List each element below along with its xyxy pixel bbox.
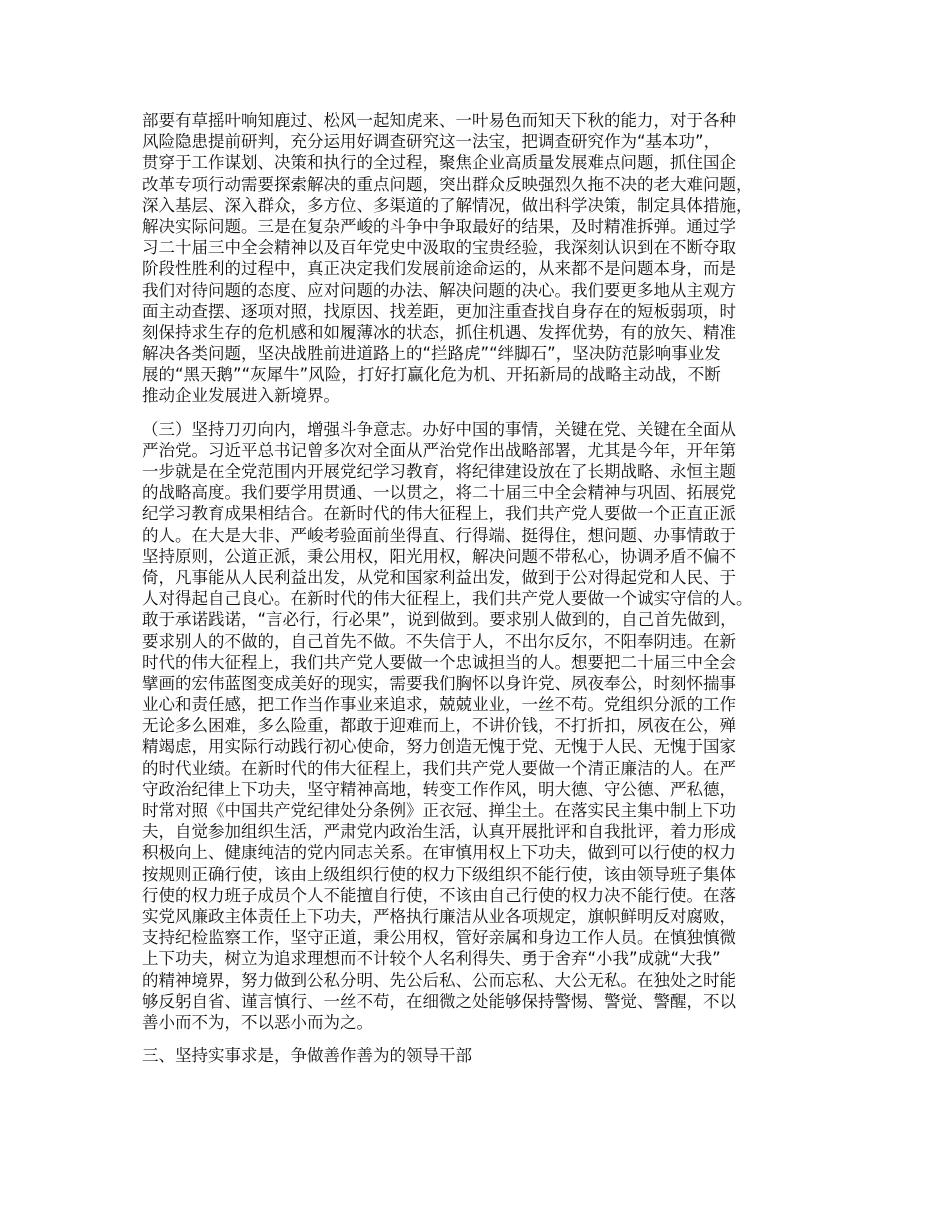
text-line: 风险隐患提前研判，充分运用好调查研究这一法宝，把调查研究作为“基本功”，: [142, 132, 721, 152]
paragraph-spacer: [142, 407, 832, 419]
section-heading: 三、坚持实事求是，争做善作善为的领导干部: [142, 1046, 472, 1066]
text-line: 的战略高度。我们要学用贯通、一以贯之，将二十届三中全会精神与巩固、拓展党: [142, 483, 736, 503]
text-line: 守政治纪律上下功夫，坚守精神高地，转变工作作风，明大德、守公德、严私德，: [142, 779, 736, 799]
text-line: 行使的权力班子成员个人不能擅自行使，不该由自己行使的权力决不能行使。在落: [142, 885, 736, 905]
document-page: [142, 110, 832, 1066]
text-line: 敢于承诺践诺，“言必行，行必果”，说到做到。要求别人做到的，自己首先做到，: [142, 610, 737, 630]
text-line: 按规则正确行使，该由上级组织行使的权力下级组织不能行使，该由领导班子集体: [142, 864, 736, 884]
text-line: 我们对待问题的态度、应对问题的办法、解决问题的决心。我们要更多地从主观方: [142, 280, 736, 300]
text-line: 深入基层、深入群众，多方位、多渠道的了解情况，做出科学决策，制定具体措施，: [142, 195, 753, 215]
text-line: 刻保持求生存的危机感和如履薄冰的状态，抓住机遇、发挥优势，有的放矢、精准: [142, 322, 736, 342]
text-line: 展的“黑天鹅”“灰犀牛”风险，打好打赢化危为机、开拓新局的战略主动战，不断: [142, 365, 721, 385]
text-line: 习二十届三中全会精神以及百年党史中汲取的宝贵经验，我深刻认识到在不断夺取: [142, 238, 736, 258]
text-line: 的人。在大是大非、严峻考验面前坐得直、行得端、挺得住，想问题、办事情敢于: [142, 525, 736, 545]
text-line: 的精神境界，努力做到公私分明、先公后私、公而忘私、大公无私。在独处之时能: [142, 970, 736, 990]
text-line: 夫，自觉参加组织生活，严肃党内政治生活，认真开展批评和自我批评，着力形成: [142, 822, 736, 842]
text-line: 无论多么困难，多么险重，都敢于迎难而上，不讲价钱，不打折扣，夙夜在公，殚: [142, 716, 736, 736]
text-line: 严治党。习近平总书记曾多次对全面从严治党作出战略部署，尤其是今年，开年第: [142, 440, 736, 460]
text-line: 贯穿于工作谋划、决策和执行的全过程，聚焦企业高质量发展难点问题，抓住国企: [142, 153, 736, 173]
text-line: 精竭虑，用实际行动践行初心使命，努力创造无愧于党、无愧于人民、无愧于国家: [142, 737, 736, 757]
text-line: 阶段性胜利的过程中，真正决定我们发展前途命运的，从来都不是问题本身，而是: [142, 259, 736, 279]
text-line: 部要有草摇叶响知鹿过、松风一起知虎来、一叶易色而知天下秋的能力，对于各种: [142, 111, 736, 130]
paragraph-2: [142, 419, 832, 1033]
text-line: 时代的伟大征程上，我们共产党人要做一个忠诚担当的人。想要把二十届三中全会: [142, 652, 736, 672]
text-line: 上下功夫，树立为追求理想而不计较个人名利得失、勇于舍弃“小我”成就“大我”: [142, 949, 721, 969]
text-line: 倚，凡事能从人民利益出发，从党和国家利益出发，做到于公对得起党和人民、于: [142, 567, 736, 587]
text-line: 解决实际问题。三是在复杂严峻的斗争中争取最好的结果，及时精准拆弹。通过学: [142, 216, 736, 236]
paragraph-spacer: [142, 1033, 832, 1045]
text-line: 人对得起自己良心。在新时代的伟大征程上，我们共产党人要做一个诚实守信的人。: [142, 589, 753, 609]
text-line: 改革专项行动需要探索解决的重点问题，突出群众反映强烈久拖不决的老大难问题，: [142, 174, 753, 194]
text-line: 纪学习教育成果相结合。在新时代的伟大征程上，我们共产党人要做一个正直正派: [142, 504, 736, 524]
text-line: （三）坚持刀刃向内，增强斗争意志。办好中国的事情，关键在党、关键在全面从: [142, 419, 736, 439]
text-line: 解决各类问题，坚决战胜前进道路上的“拦路虎”“绊脚石”，坚决防范影响事业发: [142, 344, 721, 364]
text-line: 的时代业绩。在新时代的伟大征程上，我们共产党人要做一个清正廉洁的人。在严: [142, 758, 736, 778]
text-line: 擘画的宏伟蓝图变成美好的现实，需要我们胸怀以身许党、夙夜奉公，时刻怀揣事: [142, 673, 736, 693]
text-line: 时常对照《中国共产党纪律处分条例》正衣冠、掸尘土。在落实民主集中制上下功: [142, 801, 736, 820]
paragraph-1: [142, 110, 832, 407]
text-line: 推动企业发展进入新境界。: [142, 386, 340, 406]
text-line: 坚持原则，公道正派，秉公用权，阳光用权，解决问题不带私心，协调矛盾不偏不: [142, 546, 736, 566]
text-line: 面主动查摆、逐项对照，找原因、找差距，更加注重查找自身存在的短板弱项，时: [142, 301, 736, 321]
text-line: 一步就是在全党范围内开展党纪学习教育，将纪律建设放在了长期战略、永恒主题: [142, 462, 736, 481]
text-line: 业心和责任感，把工作当作事业来追求，兢兢业业，一丝不苟。党组织分派的工作: [142, 695, 736, 715]
text-line: 支持纪检监察工作，坚守正道，秉公用权，管好亲属和身边工作人员。在慎独慎微: [142, 928, 736, 948]
text-line: 够反躬自省、谨言慎行、一丝不苟，在细微之处能够保持警惕、警觉、警醒，不以: [142, 991, 736, 1011]
text-line: 要求别人的不做的，自己首先不做。不失信于人，不出尔反尔，不阳奉阴违。在新: [142, 631, 736, 651]
text-line: 实党风廉政主体责任上下功夫，严格执行廉洁从业各项规定，旗帜鲜明反对腐败，: [142, 906, 736, 926]
text-line: 善小而不为，不以恶小而为之。: [142, 1012, 373, 1032]
text-line: 积极向上、健康纯洁的党内同志关系。在审慎用权上下功夫，做到可以行使的权力: [142, 843, 736, 863]
